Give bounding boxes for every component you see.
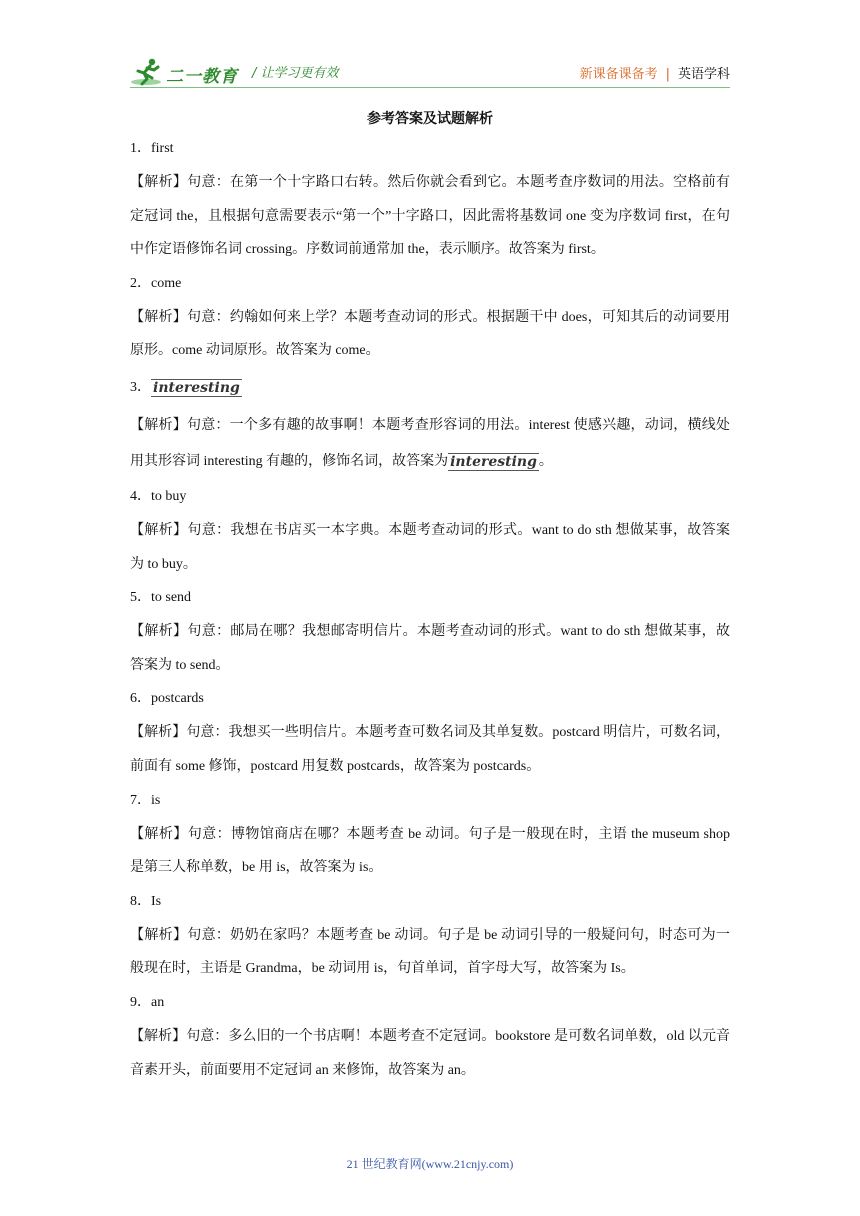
answer-end: 。 <box>538 453 553 469</box>
answer-analysis: 【解析】句意：邮局在哪？我想邮寄明信片。本题考查动词的形式。want to do sth 想做某事，故答案为 to send。 <box>130 624 730 673</box>
answer-analysis <box>130 408 730 480</box>
handwritten-answer: interesting <box>153 379 240 396</box>
header-divider <box>130 87 730 88</box>
question-number: 5．to send <box>130 590 192 606</box>
question-number: 1．first <box>130 141 174 156</box>
question-number: 8．Is <box>130 893 162 909</box>
answer-analysis: 【解析】句意：我想买一些明信片。本题考查可数名词及其单复数。postcard 明信片，可数名词，前面有 some 修饰，postcard 用复数 postcards，故答案为 postcards。 <box>130 725 730 774</box>
answer-text: 【解析】句意：一个多有趣的故事啊！本题考查形容词的用法。interest 使感兴趣，动词，横线处用其形容词 interesting 有趣的，修饰名词，故答案为 <box>130 417 730 469</box>
handwritten-answer: interesting <box>450 453 537 470</box>
header-separator: | <box>665 67 670 82</box>
slogan: / 让学习更有效 <box>252 66 339 81</box>
answer-analysis: 【解析】句意：博物馆商店在哪？本题考查 be 动词。句子是一般现在时，主语 the museum shop 是第三人称单数，be 用 is，故答案为 is。 <box>130 826 730 876</box>
question-prefix: 3． <box>130 379 151 395</box>
logo <box>130 56 242 88</box>
header-category: 新课备课备考 <box>579 67 658 82</box>
question-number: 7．is <box>130 792 161 808</box>
page-header <box>130 56 730 90</box>
question-number: 6．postcards <box>130 691 204 707</box>
header-subject: 英语学科 <box>677 67 730 82</box>
answer-analysis: 【解析】句意：我想在书店买一本字典。本题考查动词的形式。want to do sth 想做某事，故答案为 to buy。 <box>130 522 730 572</box>
answer-analysis: 【解析】句意：在第一个十字路口右转。然后你就会看到它。本题考查序数词的用法。空格前有定冠词 the，且根据句意需要表示“第一个”十字路口，因此需将基数词 one 变为序数词 first，在句中作定语修饰名词 crossing。序数词前通常加 the，表示顺序。故答案为 first。 <box>130 175 730 258</box>
answer-list <box>130 132 730 1087</box>
header-right <box>580 63 730 82</box>
question-number: 2．come <box>130 275 182 291</box>
answer-analysis: 【解析】句意：约翰如何来上学？本题考查动词的形式。根据题干中 does，可知其后的动词要用原形。come 动词原形。故答案为 come。 <box>130 309 730 359</box>
question-number <box>130 368 730 408</box>
question-number: 4．to buy <box>130 488 187 504</box>
page-footer: 21 世纪教育网(www.21cnjy.com) <box>346 1157 514 1171</box>
logo-text: 二一教育 <box>166 67 238 87</box>
answer-analysis: 【解析】句意：多么旧的一个书店啊！本题考查不定冠词。bookstore 是可数名词单数，old 以元音音素开头，前面要用不定冠词 an 来修饰，故答案为 an。 <box>130 1028 730 1078</box>
runner-logo-icon <box>130 56 166 88</box>
page-title: 参考答案及试题解析 <box>367 111 493 127</box>
answer-analysis: 【解析】句意：奶奶在家吗？本题考查 be 动词。句子是 be 动词引导的一般疑问句，时态可为一般现在时，主语是 Grandma，be 动词用 is，句首单词，首字母大写，故答案为 Is。 <box>130 927 730 977</box>
question-number: 9．an <box>130 994 165 1010</box>
